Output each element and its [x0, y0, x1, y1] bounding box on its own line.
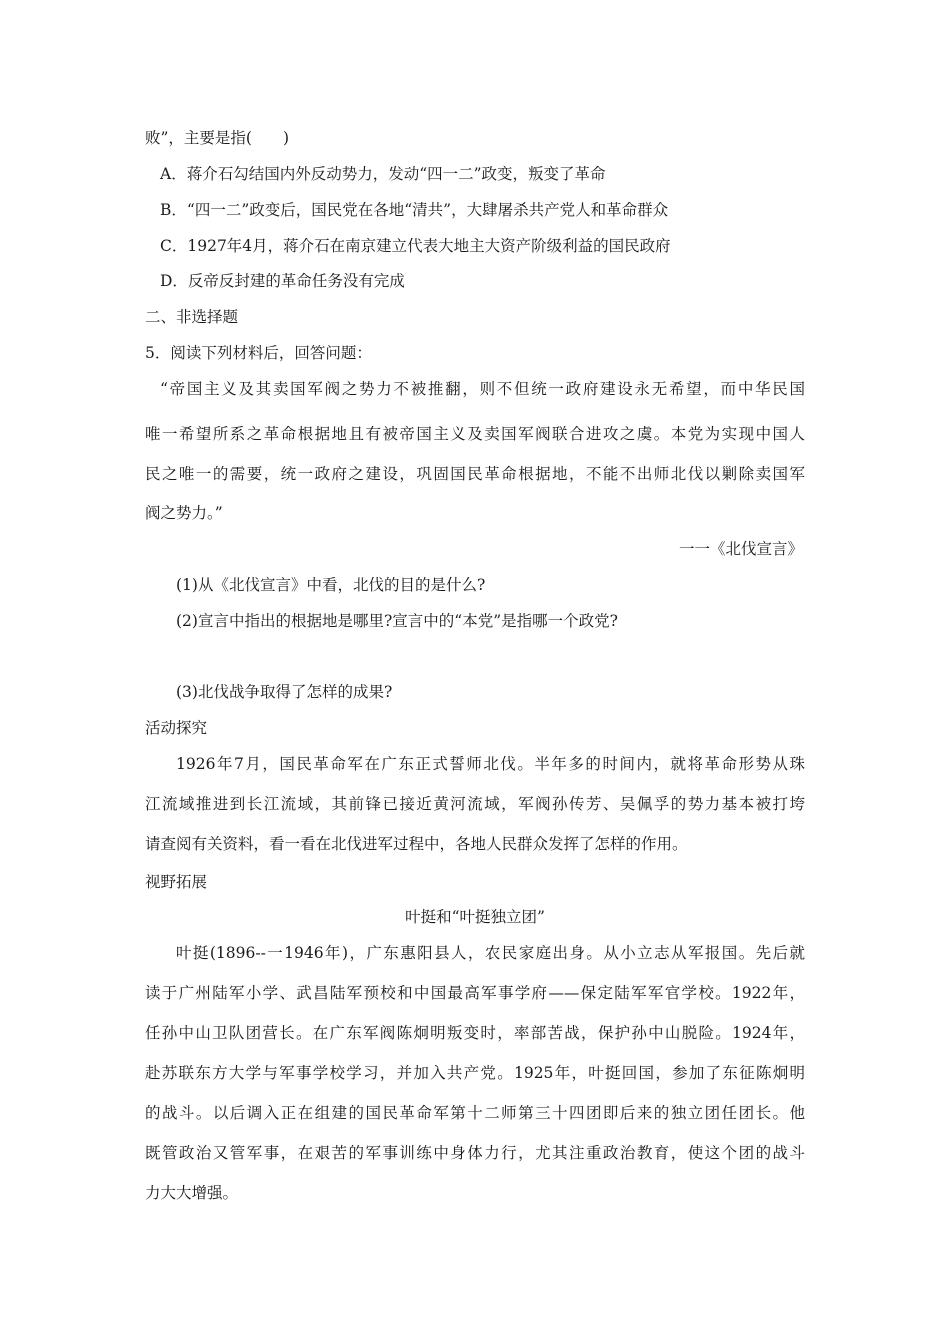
activity-heading: 活动探究	[145, 719, 208, 737]
q4-option-b: B．“四一二”政变后，国民党在各地“清共”，大肆屠杀共产党人和革命群众	[160, 201, 669, 219]
q5-sub-question-1: (1)从《北伐宣言》中看，北伐的目的是什么?	[176, 576, 486, 594]
activity-line-2: 江流域推进到长江流域，其前锋已接近黄河流域，军阀孙传芳、吴佩孚的势力基本被打垮	[145, 795, 805, 813]
quote-line-2: 唯一希望所系之革命根据地且有被帝国主义及卖国军阀联合进攻之虞。本党为实现中国人	[145, 425, 805, 443]
expansion-line-6: 既管政治又管军事，在艰苦的军事训练中身体力行，尤其注重政治教育，使这个团的战斗	[145, 1144, 805, 1162]
expansion-line-5: 的战斗。以后调入正在组建的国民革命军第十二师第三十四团即后来的独立团任团长。他	[145, 1104, 805, 1122]
expansion-heading: 视野拓展	[145, 873, 208, 891]
expansion-title: 叶挺和“叶挺独立团”	[405, 908, 545, 926]
expansion-line-7: 力大大增强。	[145, 1184, 239, 1202]
expansion-line-1: 叶挺(1896--一1946年)，广东惠阳县人，农民家庭出身。从小立志从军报国。先后就	[176, 944, 805, 962]
q4-option-d: D．反帝反封建的革命任务没有完成	[160, 272, 405, 290]
expansion-line-4: 赴苏联东方大学与军事学校学习，并加入共产党。1925年，叶挺回国，参加了东征陈炯明	[145, 1064, 805, 1082]
quote-line-3: 民之唯一的需要，统一政府之建设，巩固国民革命根据地，不能不出师北伐以剿除卖国军	[145, 465, 805, 483]
activity-line-1: 1926年7月，国民革命军在广东正式誓师北伐。半年多的时间内，就将革命形势从珠	[176, 755, 805, 773]
q5-sub-question-3: (3)北伐战争取得了怎样的成果?	[176, 683, 393, 701]
activity-line-3: 请查阅有关资料，看一看在北伐进军过程中，各地人民群众发挥了怎样的作用。	[145, 835, 688, 853]
quote-line-1: “帝国主义及其卖国军阀之势力不被推翻，则不但统一政府建设永无希望，而中华民国	[160, 380, 805, 398]
q4-stem-end: 败”，主要是指( )	[145, 129, 290, 147]
q4-option-a: A．蒋介石勾结国内外反动势力，发动“四一二”政变，叛变了革命	[160, 165, 606, 183]
quote-line-4: 阀之势力。”	[145, 504, 223, 522]
expansion-line-2: 读于广州陆军小学、武昌陆军预校和中国最高军事学府——保定陆军军官学校。1922年，	[145, 984, 805, 1002]
section-heading-non-choice: 二、非选择题	[145, 308, 239, 326]
q5-sub-question-2: (2)宣言中指出的根据地是哪里?宣言中的“本党”是指哪一个政党?	[176, 612, 618, 630]
q4-option-c: C．1927年4月，蒋介石在南京建立代表大地主大资产阶级利益的国民政府	[160, 237, 671, 255]
quote-source: 一一《北伐宣言》	[678, 540, 803, 558]
q5-intro: 5．阅读下列材料后，回答问题：	[145, 344, 372, 362]
expansion-line-3: 任孙中山卫队团营长。在广东军阀陈炯明叛变时，率部苦战，保护孙中山脱险。1924年，	[145, 1024, 805, 1042]
